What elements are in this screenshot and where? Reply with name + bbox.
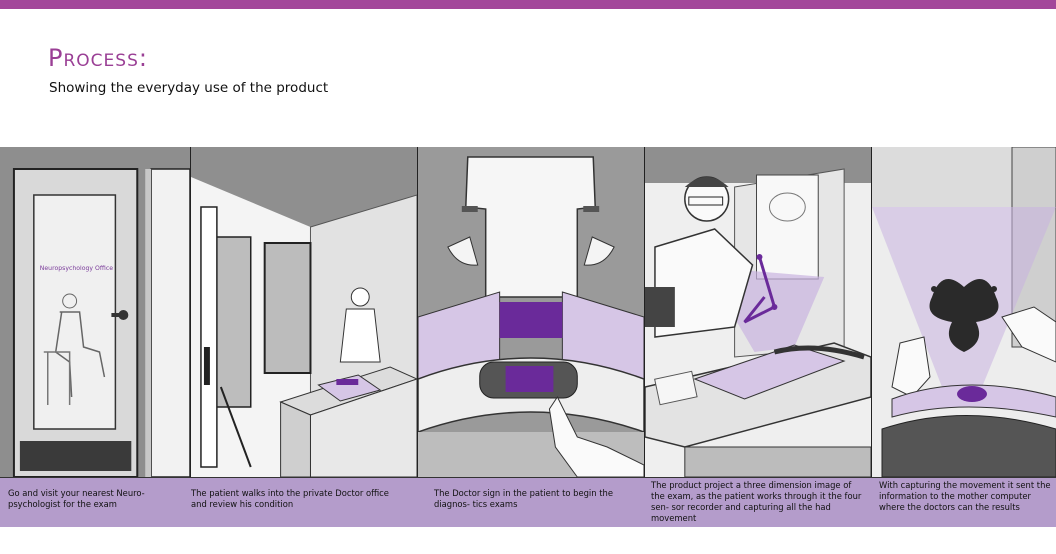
office-sign: Neuropsychology Office	[39, 264, 114, 273]
storyboard-panel-4	[645, 147, 872, 477]
storyboard-panel-3	[418, 147, 645, 477]
doctor-office-illustration	[191, 147, 417, 477]
caption-band	[0, 477, 1056, 527]
capture-results-illustration	[872, 147, 1056, 477]
caption-step-3: The Doctor sign in the patient to begin the diagnos- tics exams	[434, 488, 613, 509]
top-accent-bar	[0, 0, 1056, 9]
caption-step-1: Go and visit your nearest Neuro- psychologist for the exam	[8, 488, 145, 509]
caption-step-4: The product project a three dimension image of the exam, as the patient works through it the four sen- sor recorder and capturing all the had movement	[651, 480, 862, 523]
caption-step-5: With capturing the movement it sent the information to the mother computer where the doctors can the results	[879, 480, 1051, 512]
page-title: Process:	[48, 44, 148, 72]
caption-step-2: The patient walks into the private Doctor office and review his condition	[191, 488, 389, 509]
storyboard-panel-2	[191, 147, 418, 477]
storyboard-panel-1	[0, 147, 191, 477]
storyboard-panel-5	[872, 147, 1056, 477]
page-subtitle: Showing the everyday use of the product	[49, 80, 329, 96]
storyboard-strip	[0, 147, 1056, 477]
office-door-illustration	[0, 147, 190, 477]
projection-illustration	[645, 147, 871, 477]
doctor-sign-in-illustration	[418, 147, 644, 477]
